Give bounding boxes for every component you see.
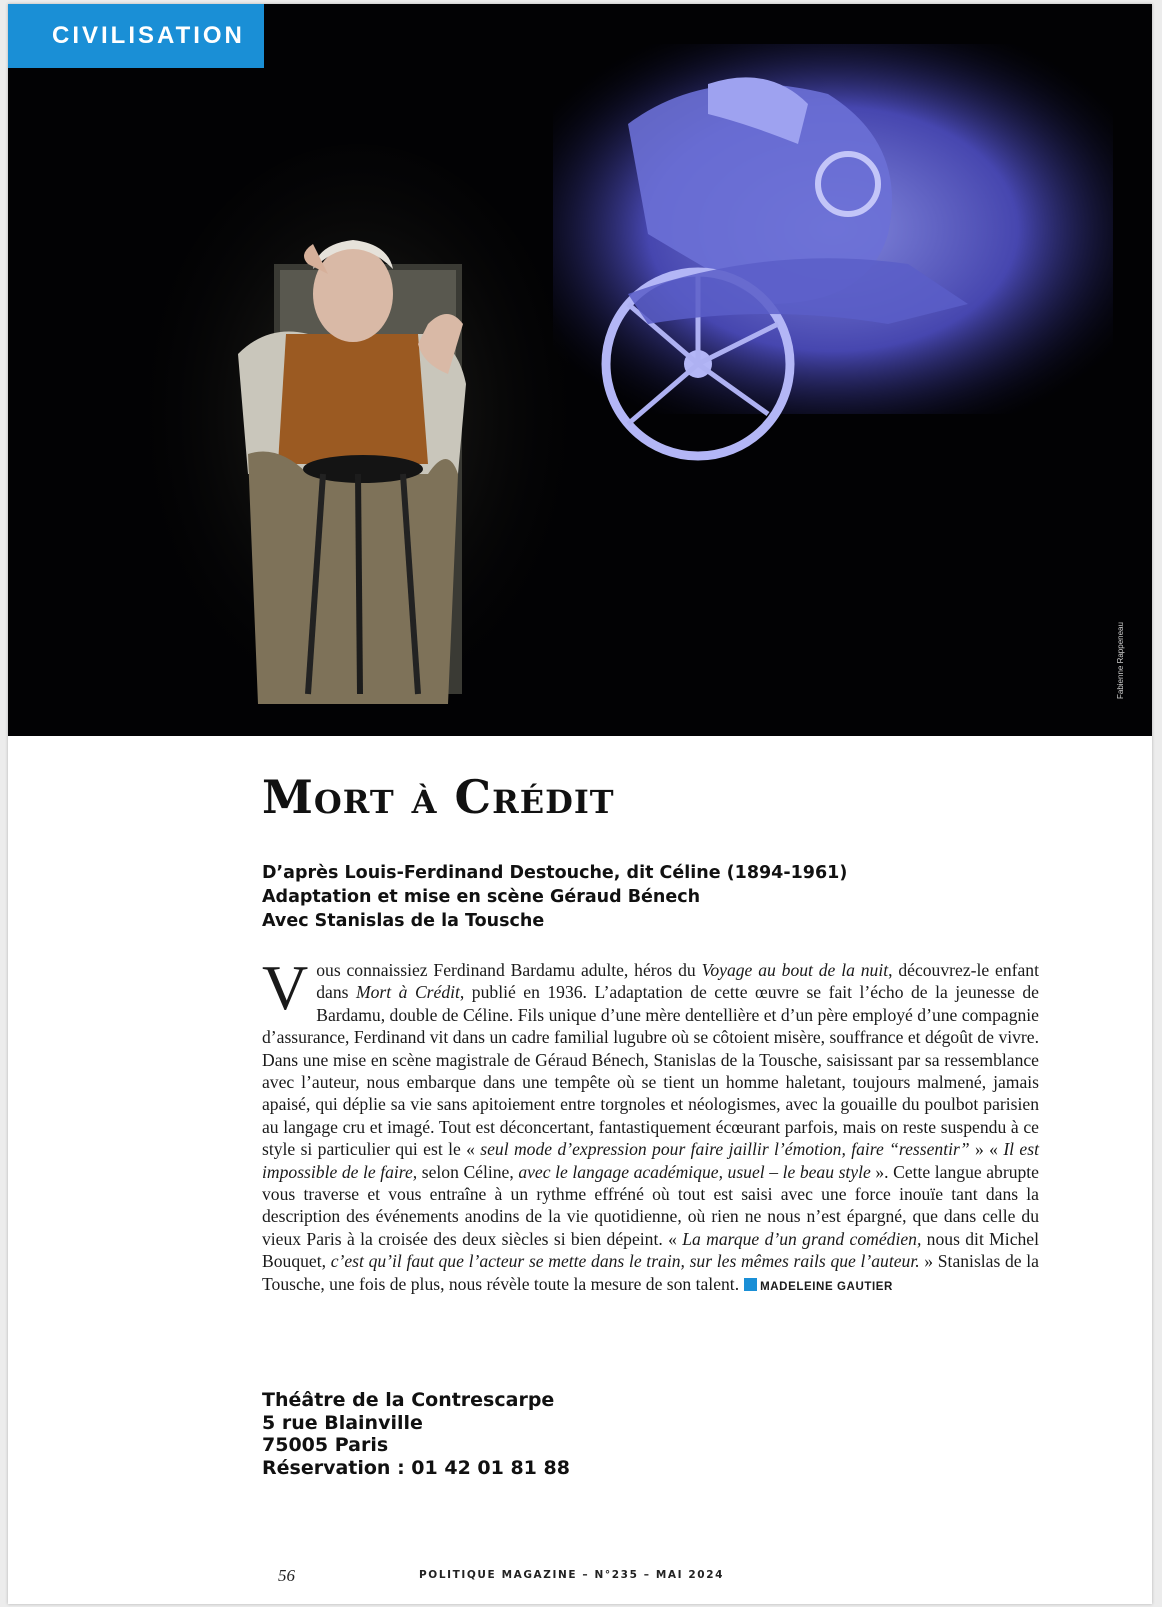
running-footer: POLITIQUE MAGAZINE – N°235 – MAI 2024 <box>419 1569 725 1581</box>
text-run: » Stanislas de la Tousche, une fois de plus, nous révèle toute la mesure de son talent. <box>262 1251 1039 1294</box>
magazine-page <box>8 4 1152 1604</box>
photo-credit: Fabienne Rappeneau <box>1116 622 1125 699</box>
venue-street: 5 rue Blainville <box>262 1411 423 1434</box>
italic-run: seul mode d’expression pour faire jaillir l’émotion, faire “ressentir” <box>480 1139 970 1160</box>
text-run: ous connaissiez Ferdinand Bardamu adulte, héros du <box>316 960 702 980</box>
venue-phone: Réservation : 01 42 01 81 88 <box>262 1456 570 1479</box>
credit-line: Adaptation et mise en scène Géraud Bénech <box>262 887 701 907</box>
article-credits <box>262 861 847 933</box>
author-signature: MADELEINE GAUTIER <box>760 1280 893 1293</box>
projection-image <box>553 44 1113 456</box>
text-run: , découvrez-le enfant dans <box>316 960 1039 1003</box>
text-run: ». Cette langue abrupte vous traverse et vous entraîne à un rythme effréné où tout est saisi avec une force inouïe tant dans la description des événements anodins de la vie quotidienne, où rien ne nous n’est épargné, que dans celle du vieux Paris à la croisée des deux siècles si bien dépeint. « <box>262 1161 1039 1249</box>
text-run: nous dit Michel Bouquet, <box>262 1228 1040 1272</box>
italic-run: avec le langage académique, usuel – le beau style <box>518 1161 871 1182</box>
italic-run: Il est impossible de le faire, <box>262 1139 1039 1182</box>
credit-line: Avec Stanislas de la Tousche <box>262 911 545 931</box>
stage-photo <box>8 4 1152 736</box>
section-tag[interactable]: CIVILISATION <box>8 4 264 68</box>
venue-city: 75005 Paris <box>262 1434 389 1456</box>
italic-run: Voyage au bout de la nuit <box>701 960 889 980</box>
text-run: » « <box>969 1139 1004 1160</box>
text-run: , publié en 1936. L’adaptation de cette œuvre se fait l’écho de la jeunesse de Bardamu, double de Céline. Fils unique d’une mère dentellière et d’un père employé d’une compagnie d’assurance, Ferdinand vit dans un cadre familial lugubre où se côtoient misère, souffrance et dégoût de vivre. Dans une mise en scène magistrale de Géraud Bénech, Stanislas de la Tousche, saisissant par sa ressemblance avec l’auteur, nous embarque dans une tempête où se tient un homme haletant, toujours malmené, jamais apaisé, qui déplie sa vie sans apitoiement entre torgnoles et néologismes, avec la gouaille du poulbot parisien au langage cru et imagé. Tout est déconcertant, fantastiquement écœurant parfois, mais on reste suspendu à ce style si particulier qui est le « <box>262 982 1039 1160</box>
drop-cap: V <box>262 952 309 1023</box>
venue-info <box>262 1389 570 1479</box>
end-mark-icon <box>744 1278 757 1291</box>
article-title: Mort à Crédit <box>262 770 615 824</box>
text-run: selon Céline, <box>417 1161 519 1182</box>
italic-run: c’est qu’il faut que l’acteur se mette dans le train, sur les mêmes rails que l’auteur. <box>330 1251 920 1272</box>
credit-line: D’après Louis-Ferdinand Destouche, dit Céline (1894-1961) <box>262 863 848 883</box>
page-number: 56 <box>278 1566 295 1585</box>
venue-name: Théâtre de la Contrescarpe <box>262 1389 555 1411</box>
italic-run: La marque d’un grand comédien, <box>682 1228 922 1249</box>
italic-run: Mort à Crédit <box>355 982 460 1003</box>
article-body <box>262 952 1040 1298</box>
